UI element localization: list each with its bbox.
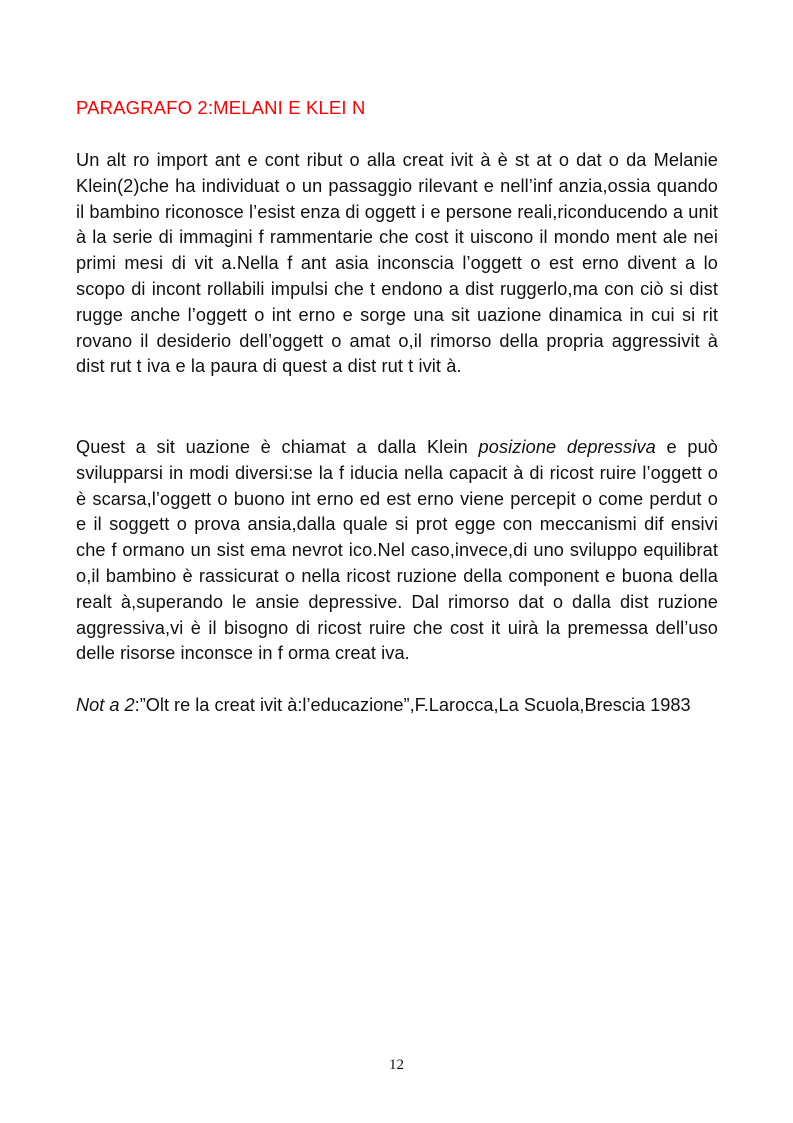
paragraph-klein-introduction: Un alt ro import ant e cont ribut o alla creat ivit à è st at o dat o da Melanie Klein(2)che ha individuat o un passaggio rilevant e nell’inf anzia,ossia quando il bambino riconosce l’esist enza di oggett i e persone reali,riconducendo a unit à la serie di immagini f rammentarie che cost it uiscono il mondo ment ale nei primi mesi di vit a.Nella f ant asia inconscia l’oggett o est erno divent a lo scopo di incont rollabili impulsi che t endono a dist ruggerlo,ma con ciò si dist rugge anche l’oggett o int erno e sorge una sit uazione dinamica in cui si rit rovano il desiderio dell’oggett o amat o,il rimorso della propria aggressivit à dist rut t iva e la paura di quest a dist rut t ivit à. [76, 150, 719, 377]
footnote-label: Not a 2 [76, 695, 135, 715]
footnote-citation: :”Olt re la creat ivit à:l’educazione”,F.Larocca,La Scuola,Brescia 1983 [134, 695, 691, 715]
paragraph2-text-end: e può svilupparsi in modi diversi:se la f iducia nella capacit à di ricost ruire l’oggett o è scarsa,l’oggett o buono int erno ed est erno viene percepit o come perdut o e il soggett o prova ansia,dalla quale si prot egge con meccanismi dif ensivi che f ormano un sist ema nevrot ico.Nel caso,invece,di uno sviluppo equilibrat o,il bambino è rassicurat o nella ricost ruzione della component e buona della realt à,superando le ansie depressive. Dal rimorso dat o dalla dist ruzione aggressiva,vi è il bisogno di ricost ruire che cost it uirà la premessa dell’uso delle risorse inconsce in f orma creat iva. [76, 437, 719, 664]
section-heading: PARAGRAFO 2:MELANI E KLEI N [76, 97, 366, 118]
page-number: 12 [389, 1057, 404, 1073]
footnote [76, 693, 691, 719]
paragraph2-text-start: Quest a sit uazione è chiamat a dalla Klein [76, 437, 479, 457]
paragraph-depressive-position [76, 435, 718, 667]
emphasized-term: posizione depressiva [478, 437, 656, 457]
